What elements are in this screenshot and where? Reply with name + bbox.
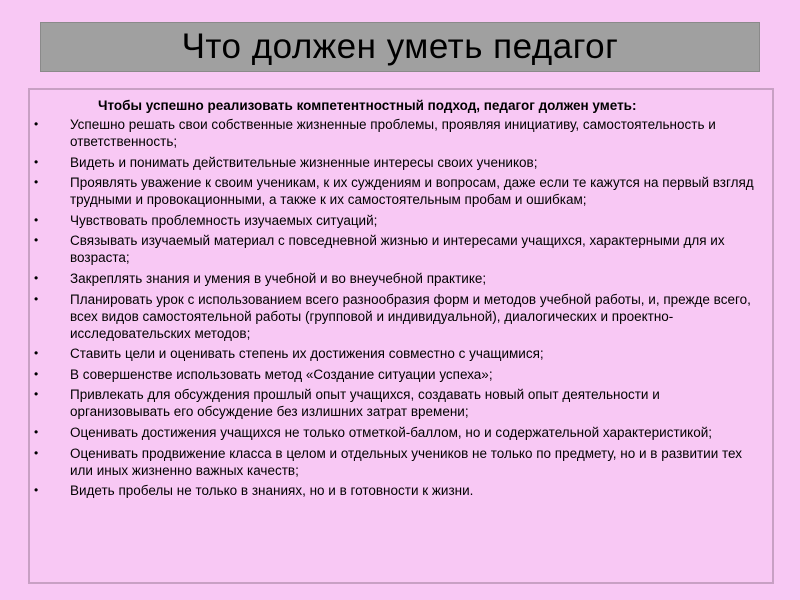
bullet-icon: • bbox=[34, 212, 39, 227]
list-item-text: Чувствовать проблемность изучаемых ситуаций; bbox=[70, 212, 378, 228]
list-item bbox=[30, 345, 754, 362]
bullet-list bbox=[30, 116, 754, 499]
bullet-icon: • bbox=[34, 346, 39, 361]
list-item bbox=[30, 154, 754, 171]
list-item bbox=[30, 174, 754, 208]
list-item bbox=[30, 424, 754, 441]
content-box bbox=[28, 88, 774, 584]
list-item-text: Закреплять знания и умения в учебной и во внеучебной практике; bbox=[70, 270, 487, 286]
bullet-icon: • bbox=[34, 291, 39, 306]
list-item-text: Проявлять уважение к своим ученикам, к их суждениям и вопросам, даже если те кажутся на первый взгляд трудными и провокационными, а также к их самостоятельным пробам и ошибкам; bbox=[70, 175, 754, 208]
bullet-icon: • bbox=[34, 117, 39, 131]
list-item bbox=[30, 212, 754, 229]
list-item bbox=[30, 291, 754, 342]
bullet-icon: • bbox=[34, 154, 39, 169]
list-item bbox=[30, 116, 754, 150]
list-item-text: Привлекать для обсуждения прошлый опыт учащихся, создавать новый опыт деятельности и организовывать его обсуждение без излишних затрат времени; bbox=[70, 387, 660, 420]
slide-title-bar bbox=[40, 22, 760, 72]
list-item bbox=[30, 270, 754, 287]
bullet-icon: • bbox=[34, 233, 39, 248]
list-item-text: Ставить цели и оценивать степень их достижения совместно с учащимися; bbox=[70, 346, 544, 362]
list-item bbox=[30, 232, 754, 266]
bullet-icon: • bbox=[34, 424, 39, 439]
list-item-text: Оценивать продвижение класса в целом и отдельных учеников не только по предмету, но и в развитии тех или иных жизненно важных качеств; bbox=[70, 445, 742, 478]
list-item bbox=[30, 445, 754, 479]
bullet-icon: • bbox=[34, 483, 39, 498]
list-item-text: Успешно решать свои собственные жизненные проблемы, проявляя инициативу, самостоятельность и ответственность; bbox=[70, 117, 716, 149]
list-item-text: Видеть и понимать действительные жизненные интересы своих учеников; bbox=[70, 154, 538, 170]
list-item-text: Видеть пробелы не только в знаниях, но и в готовности к жизни. bbox=[70, 483, 474, 499]
bullet-icon: • bbox=[34, 387, 39, 402]
intro-text: Чтобы успешно реализовать компетентностный подход, педагог должен уметь: bbox=[98, 98, 637, 113]
slide-title: Что должен уметь педагог bbox=[181, 27, 619, 66]
bullet-icon: • bbox=[34, 270, 39, 285]
list-item-text: В совершенстве использовать метод «Создание ситуации успеха»; bbox=[70, 366, 493, 382]
bullet-icon: • bbox=[34, 445, 39, 460]
list-item bbox=[30, 482, 754, 499]
bullet-icon: • bbox=[34, 175, 39, 190]
bullet-icon: • bbox=[34, 366, 39, 381]
list-item bbox=[30, 386, 754, 420]
list-item-text: Планировать урок с использованием всего разнообразия форм и методов учебной работы, и, прежде всего, всех видов самостоятельной работы (групповой и индивидуальной), диалогических и проектно-исследовательских методов; bbox=[70, 291, 751, 341]
list-item-text: Связывать изучаемый материал с повседневной жизнью и интересами учащихся, характерными для их возраста; bbox=[70, 233, 725, 266]
list-item-text: Оценивать достижения учащихся не только отметкой-баллом, но и содержательной характеристикой; bbox=[70, 424, 713, 440]
list-item bbox=[30, 366, 754, 383]
